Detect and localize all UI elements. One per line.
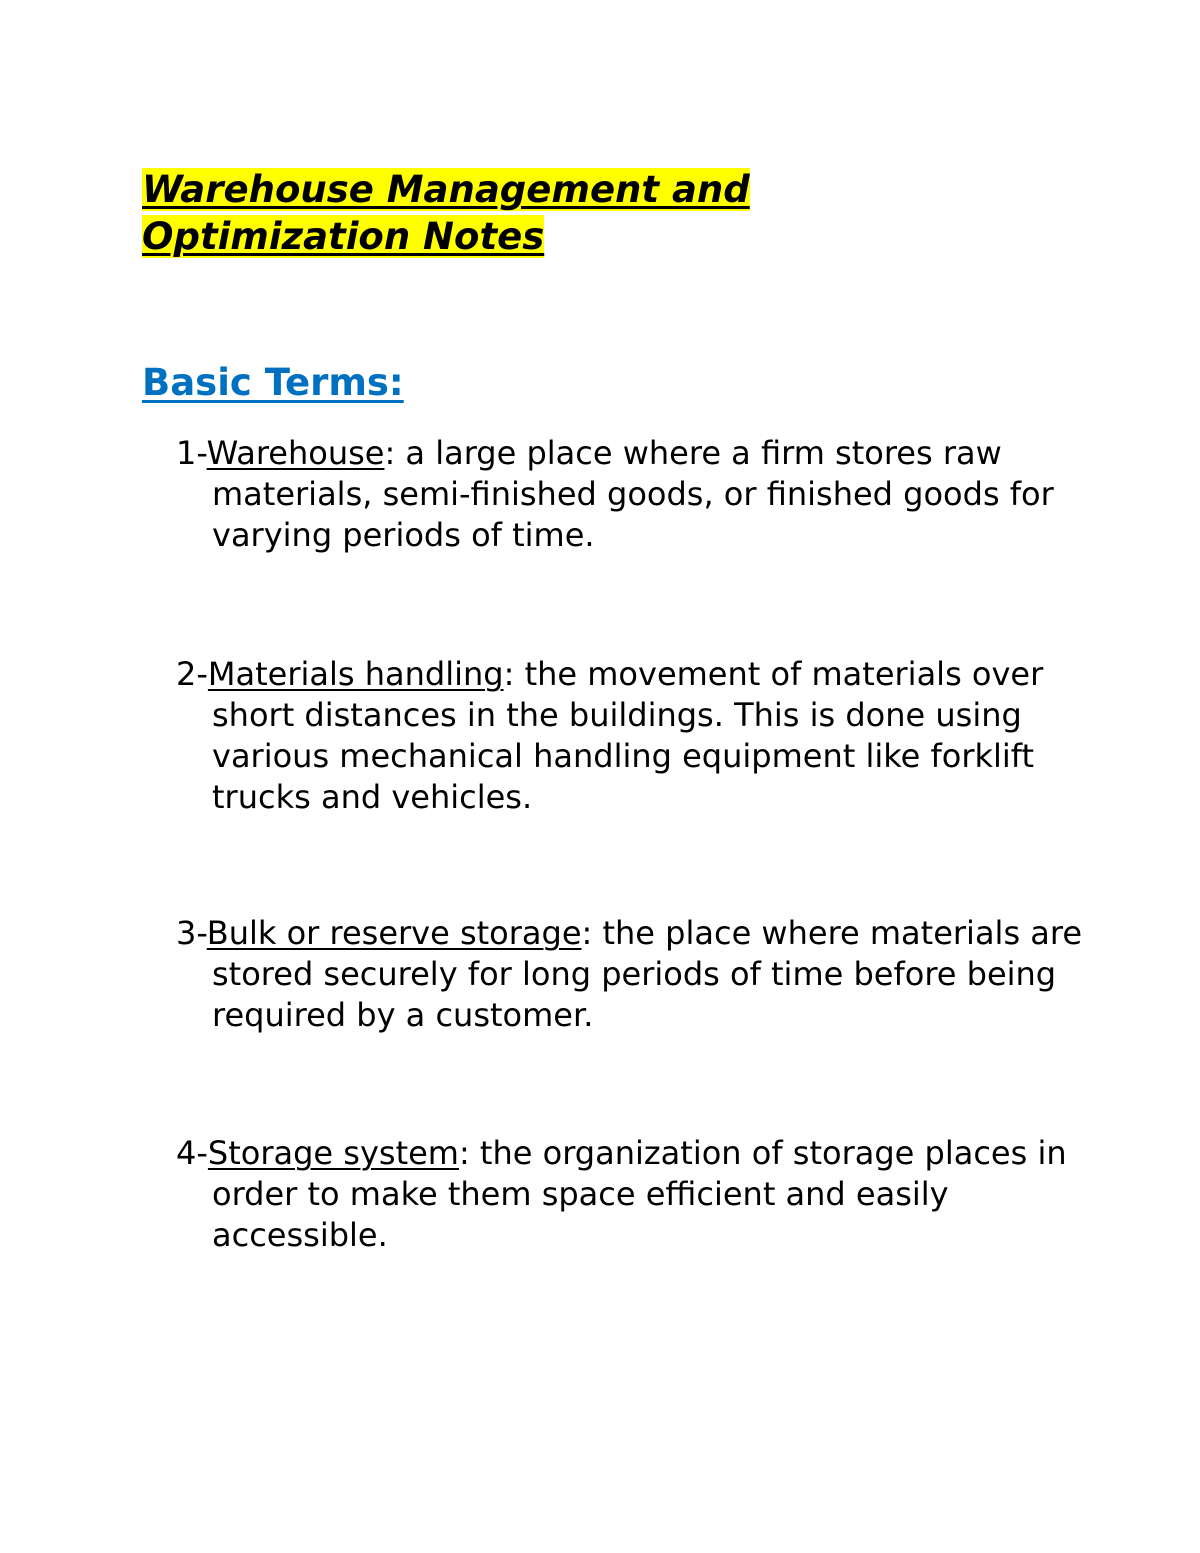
term-item: [176, 1133, 1112, 1256]
term-name: Storage system: [207, 1134, 459, 1172]
term-number: 1-: [176, 434, 207, 472]
term-number: 2-: [176, 655, 208, 693]
term-definition: : the movement of materials over short distances in the buildings. This is done using various mechanical handling equipment like forklift trucks and vehicles.: [212, 655, 1044, 816]
term-definition: : the place where materials are stored securely for long periods of time before being required by a customer.: [212, 914, 1083, 1034]
document-title: [142, 166, 750, 260]
term-number: 3-: [176, 914, 207, 952]
term-definition: : a large place where a firm stores raw materials, semi-finished goods, or finished goods for varying periods of time.: [212, 434, 1054, 554]
term-item: [176, 654, 1112, 818]
term-name: Bulk or reserve storage: [206, 914, 582, 952]
term-number: 4-: [176, 1134, 208, 1172]
title-line-2: Optimization Notes: [142, 215, 545, 258]
section-heading-basic-terms: Basic Terms:: [142, 361, 404, 404]
term-definition: : the organization of storage places in order to make them space efficient and easily accessible.: [212, 1134, 1067, 1254]
title-line-1: Warehouse Management and: [142, 168, 750, 211]
term-name: Warehouse: [206, 434, 385, 472]
term-item: [176, 913, 1112, 1036]
term-item: [176, 433, 1112, 556]
term-name: Materials handling: [207, 655, 504, 693]
